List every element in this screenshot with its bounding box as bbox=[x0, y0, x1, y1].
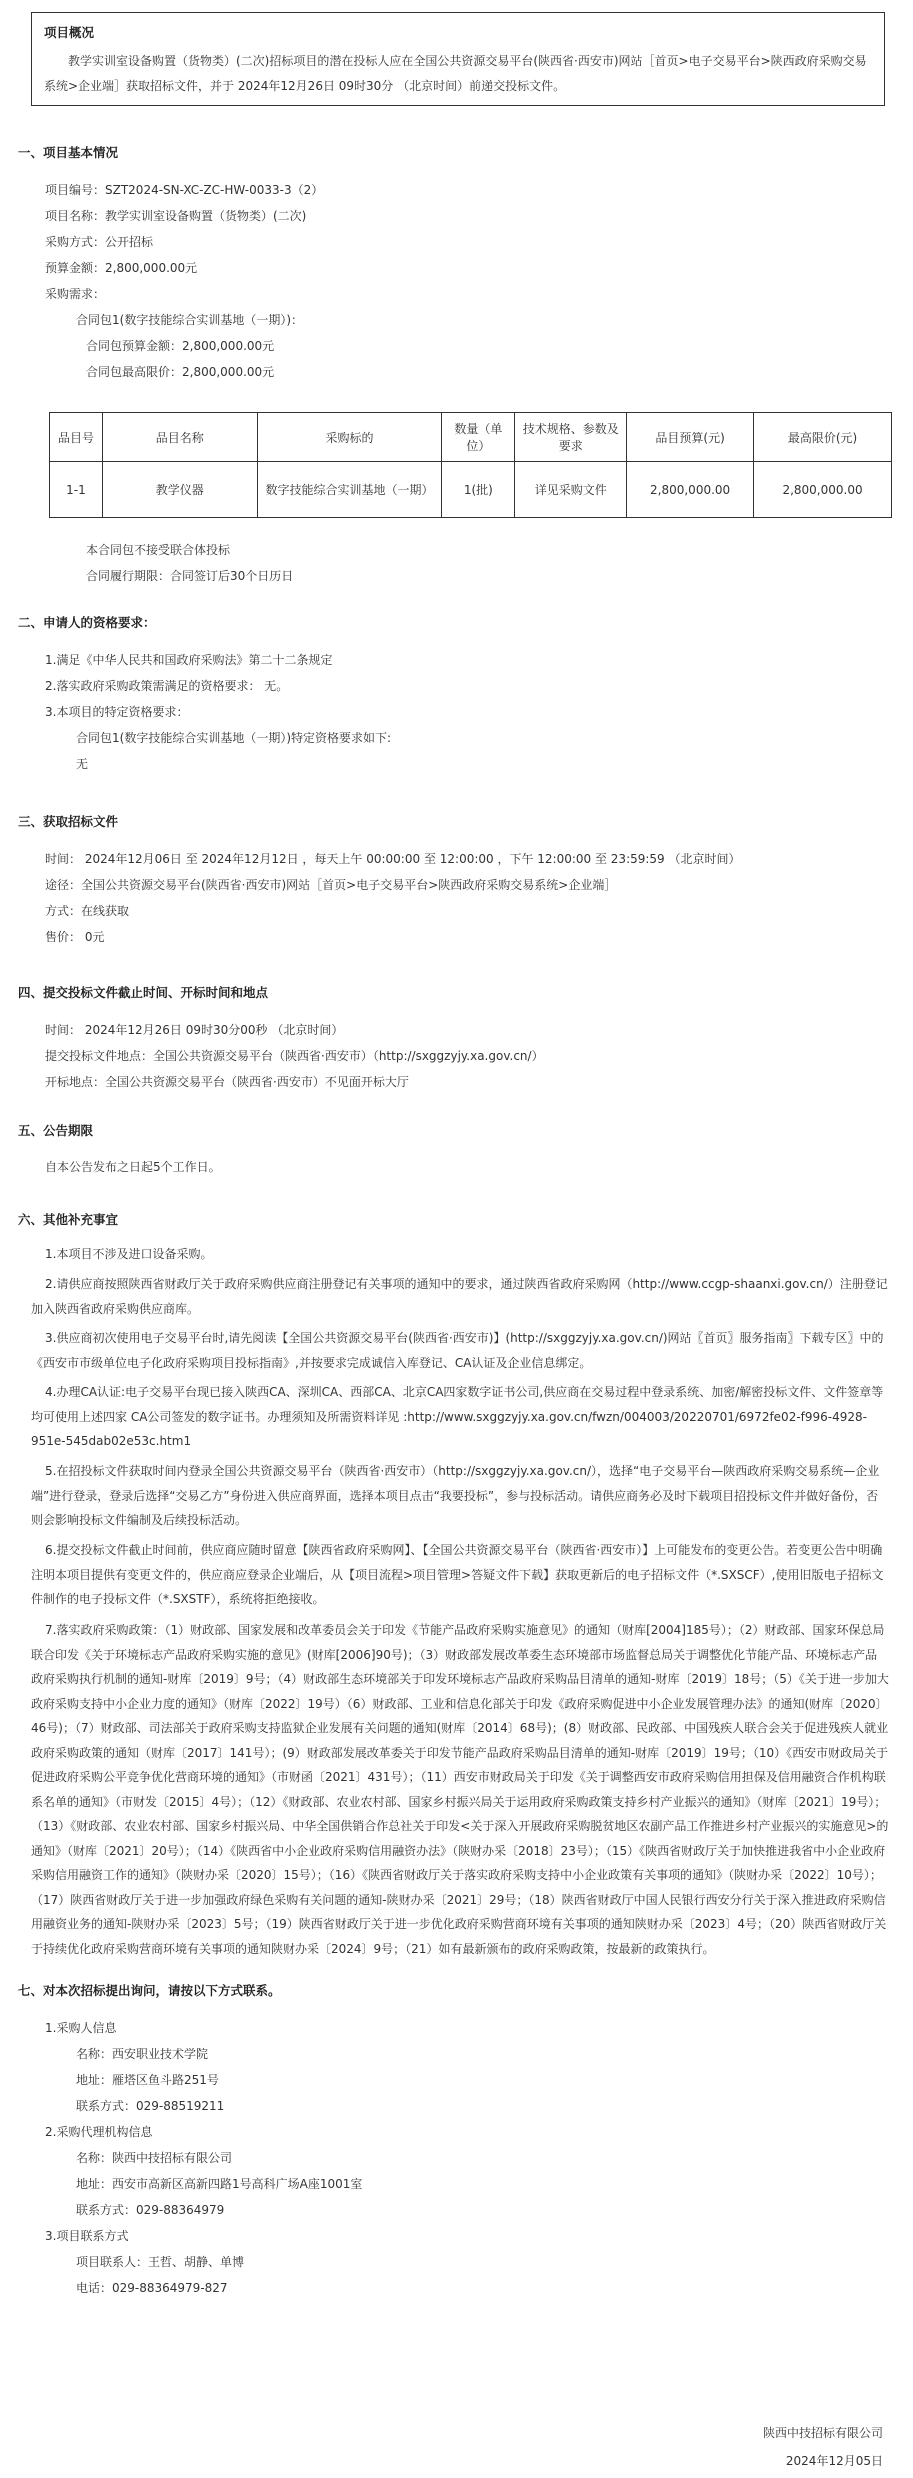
purchaser-address: 地址：雁塔区鱼斗路251号 bbox=[76, 2073, 219, 2087]
table-header: 技术规格、参数及要求 bbox=[515, 413, 627, 462]
table-row bbox=[50, 462, 892, 518]
section-1-title: 一、项目基本情况 bbox=[18, 145, 119, 160]
contract-period: 合同履行期限：合同签订后30个日历日 bbox=[86, 569, 294, 583]
footer-organization: 陕西中技招标有限公司 bbox=[762, 2426, 883, 2440]
section-7-title: 七、对本次招标提出询问，请按以下方式联系。 bbox=[18, 1983, 281, 1998]
supplement-3: 3.供应商初次使用电子交易平台时,请先阅读【全国公共资源交易平台(陕西省·西安市)】(http://sxggzyjy.xa.gov.cn/)网站〖首页〗服务指南〗下载专区〗中的《西安市市级单位电子化政府采购项目投标指南》,并按要求完成诚信入库登记、CA认证及企业信息绑定。 bbox=[31, 1331, 884, 1370]
table-header: 品目名称 bbox=[102, 413, 257, 462]
table-cell: 教学仪器 bbox=[102, 462, 257, 518]
qualification-none: 无 bbox=[76, 757, 89, 771]
budget-amount: 预算金额：2,800,000.00元 bbox=[45, 261, 198, 275]
qualification-2: 2.落实政府采购政策需满足的资格要求： 无。 bbox=[45, 679, 289, 693]
agency-info-title: 2.采购代理机构信息 bbox=[45, 2125, 153, 2139]
overview-box bbox=[31, 12, 885, 106]
table-header-row bbox=[50, 413, 892, 462]
package-budget: 合同包预算金额：2,800,000.00元 bbox=[86, 339, 275, 353]
obtain-channel: 途径：全国公共资源交易平台(陕西省·西安市)网站［首页>电子交易平台>陕西政府采购交易系统>企业端］ bbox=[45, 878, 617, 892]
overview-title: 项目概况 bbox=[44, 25, 95, 40]
footer-date: 2024年12月05日 bbox=[785, 2454, 883, 2468]
items-table bbox=[49, 412, 892, 518]
announcement-period: 自本公告发布之日起5个工作日。 bbox=[45, 1160, 221, 1174]
supplement-5: 5.在招投标文件获取时间内登录全国公共资源交易平台（陕西省·西安市）（http://sxggzyjy.xa.gov.cn/），选择“电子交易平台—陕西政府采购交易系统—企业端”进行登录，登录后选择“交易乙方”身份进入供应商界面，选择本项目点击“我要投标”，参与投标活动。请供应商务必及时下载项目招投标文件并做好备份，否则会影响投标文件编制及后续投标活动。 bbox=[31, 1464, 880, 1527]
opening-location: 开标地点：全国公共资源交易平台（陕西省·西安市）不见面开标大厅 bbox=[45, 1075, 409, 1089]
purchaser-info-title: 1.采购人信息 bbox=[45, 2021, 117, 2035]
no-consortium-note: 本合同包不接受联合体投标 bbox=[86, 543, 231, 557]
project-number: 项目编号：SZT2024-SN-XC-ZC-HW-0033-3（2） bbox=[45, 183, 324, 197]
procurement-method: 采购方式：公开招标 bbox=[45, 235, 154, 249]
table-header: 数量（单位） bbox=[442, 413, 515, 462]
obtain-time: 时间： 2024年12月06日 至 2024年12月12日 ，每天上午 00:00:00 至 12:00:00 ，下午 12:00:00 至 23:59:59 （北京时间） bbox=[45, 852, 741, 866]
overview-body: 教学实训室设备购置（货物类）(二次)招标项目的潜在投标人应在全国公共资源交易平台(陕西省·西安市)网站［首页>电子交易平台>陕西政府采购交易系统>企业端］获取招标文件，并于 2024年12月26日 09时30分 （北京时间）前递交投标文件。 bbox=[44, 54, 867, 93]
table-cell: 数字技能综合实训基地（一期） bbox=[257, 462, 442, 518]
project-contact-people: 项目联系人：王哲、胡静、单博 bbox=[76, 2255, 245, 2269]
section-4-title: 四、提交投标文件截止时间、开标时间和地点 bbox=[18, 985, 269, 1000]
table-header: 采购标的 bbox=[257, 413, 442, 462]
table-header: 品目号 bbox=[50, 413, 103, 462]
project-contact-phone: 电话：029-88364979-827 bbox=[76, 2281, 228, 2295]
deadline-time: 时间： 2024年12月26日 09时30分00秒 （北京时间） bbox=[45, 1023, 344, 1037]
table-cell: 1-1 bbox=[50, 462, 103, 518]
procurement-needs-label: 采购需求： bbox=[45, 287, 106, 301]
agency-name: 名称：陕西中技招标有限公司 bbox=[76, 2151, 233, 2165]
purchaser-name: 名称：西安职业技术学院 bbox=[76, 2047, 209, 2061]
package-max-price: 合同包最高限价：2,800,000.00元 bbox=[86, 365, 275, 379]
supplement-4: 4.办理CA认证:电子交易平台现已接入陕西CA、深圳CA、西部CA、北京CA四家数字证书公司,供应商在交易过程中登录系统、加密/解密投标文件、文件签章等均可使用上述四家 CA公司签发的数字证书。办理须知及所需资料详见 :http://www.sxggzyjy.xa.gov.cn/fwzn/004003/20220701/6972fe02-f996-4928-951e-545dab02e53c.htm1 bbox=[31, 1385, 884, 1448]
agency-contact: 联系方式：029-88364979 bbox=[76, 2203, 225, 2217]
project-contact-title: 3.项目联系方式 bbox=[45, 2229, 129, 2243]
obtain-price: 售价： 0元 bbox=[45, 930, 105, 944]
qualification-1: 1.满足《中华人民共和国政府采购法》第二十二条规定 bbox=[45, 653, 333, 667]
qualification-3: 3.本项目的特定资格要求： bbox=[45, 705, 189, 719]
table-cell: 2,800,000.00 bbox=[754, 462, 892, 518]
table-cell: 1(批) bbox=[442, 462, 515, 518]
package-specific-qualification: 合同包1(数字技能综合实训基地（一期）)特定资格要求如下: bbox=[76, 731, 392, 745]
submission-location: 提交投标文件地点：全国公共资源交易平台（陕西省·西安市）（http://sxggzyjy.xa.gov.cn/） bbox=[45, 1049, 544, 1063]
obtain-method: 方式：在线获取 bbox=[45, 904, 130, 918]
table-cell: 2,800,000.00 bbox=[627, 462, 754, 518]
supplement-6: 6.提交投标文件截止时间前，供应商应随时留意【陕西省政府采购网】、【全国公共资源交易平台（陕西省·西安市）】上可能发布的变更公告。若变更公告中明确注明本项目提供有变更文件的，供应商应登录企业端后，从【项目流程>项目管理>答疑文件下载】获取更新后的电子招标文件（*.SXSCF）,使用旧版电子招标文件制作的电子投标文件（*.SXSTF），系统将拒绝接收。 bbox=[31, 1543, 884, 1606]
table-header: 最高限价(元) bbox=[754, 413, 892, 462]
table-cell: 详见采购文件 bbox=[515, 462, 627, 518]
supplement-1: 1.本项目不涉及进口设备采购。 bbox=[45, 1247, 213, 1261]
section-6-title: 六、其他补充事宜 bbox=[18, 1212, 119, 1227]
project-name: 项目名称：教学实训室设备购置（货物类）(二次) bbox=[45, 209, 307, 223]
section-3-title: 三、获取招标文件 bbox=[18, 814, 119, 829]
contract-package-title: 合同包1(数字技能综合实训基地（一期）)： bbox=[76, 313, 303, 327]
supplement-2: 2.请供应商按照陕西省财政厅关于政府采购供应商注册登记有关事项的通知中的要求，通过陕西省政府采购网（http://www.ccgp-shaanxi.gov.cn/）注册登记加入陕西省政府采购供应商库。 bbox=[31, 1277, 888, 1316]
table-header: 品目预算(元) bbox=[627, 413, 754, 462]
purchaser-contact: 联系方式：029-88519211 bbox=[76, 2099, 225, 2113]
section-5-title: 五、公告期限 bbox=[18, 1123, 94, 1138]
supplement-7-policies: 7.落实政府采购政策：（1）财政部、国家发展和改革委员会关于印发《节能产品政府采购实施意见》的通知（财库[2004]185号）；（2）财政部、国家环保总局联合印发《关于环境标志产品政府采购实施的意见》(财库[2006]90号)；（3）财政部发展改革委生态环境部市场监督总局关于调整优化节能产品、环境标志产品政府采购执行机制的通知-财库〔2019〕9号；（4）财政部生态环境部关于印发环境标志产品政府采购品目清单的通知-财库〔2019〕18号；（5）《关于进一步加大政府采购支持中小企业力度的通知》（财库〔2022〕19号）（6）财政部、工业和信息化部关于印发《政府采购促进中小企业发展管理办法》的通知(财库〔2020〕46号)；（7）财政部、司法部关于政府采购支持监狱企业发展有关问题的通知(财库〔2014〕68号)；(8）财政部、民政部、中国残疾人联合会关于促进残疾人就业政府采购政策的通知（财库〔2017〕141号）；(9）财政部发展改革委关于印发节能产品政府采购品目清单的通知-财库〔2019〕19号；（10）《西安市财政局关于促进政府采购公平竞争优化营商环境的通知》（市财函〔2021〕431号）；（11）西安市财政局关于印发《关于调整西安市政府采购信用担保及信用融资合作机构联系名单的通知》（市财发〔2015〕4号）；（12）《财政部、农业农村部、国家乡村振兴局关于运用政府采购政策支持乡村产业振兴的通知》（财库〔2021〕19号）；（13）《财政部、农业农村部、国家乡村振兴局、中华全国供销合作总社关于印发<关于深入开展政府采购脱贫地区农副产品工作推进乡村产业振兴的实施意见>的通知》（财库〔2021〕20号）；（14）《陕西省中小企业政府采购信用融资办法》（陕财办采〔2018〕23号）；（15）《陕西省财政厅关于加快推进我省中小企业政府采购信用融资工作的通知》（陕财办采〔2020〕15号）；（16）《陕西省财政厅关于落实政府采购支持中小企业政策有关事项的通知》（陕财办采〔2022〕10号）；（17）陕西省财政厅关于进一步加强政府绿色采购有关问题的通知-陕财办采〔2021〕29号；（18）陕西省财政厅中国人民银行西安分行关于深入推进政府采购信用融资业务的通知-陕财办采〔2023〕5号；（19）陕西省财政厅关于进一步优化政府采购营商环境有关事项的通知陕财办采〔2023〕4号；（20）陕西省财政厅关于持续优化政府采购营商环境有关事项的通知陕财办采〔2024〕9号；（21）如有最新颁布的政府采购政策，按最新的政策执行。 bbox=[31, 1623, 889, 1956]
agency-address: 地址：西安市高新区高新四路1号高科广场A座1001室 bbox=[76, 2177, 363, 2191]
section-2-title: 二、申请人的资格要求： bbox=[18, 615, 156, 630]
